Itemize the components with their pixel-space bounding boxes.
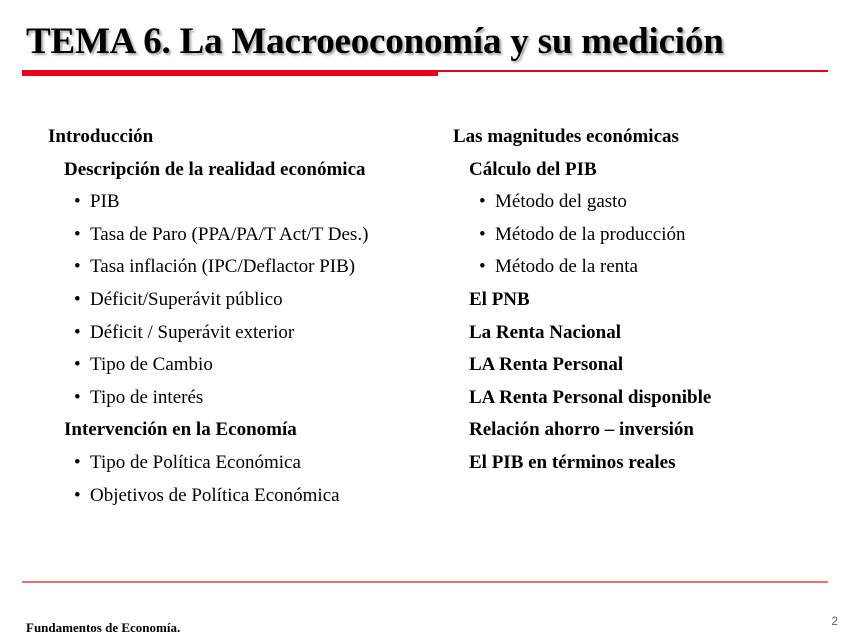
bullet-icon: •: [74, 354, 81, 376]
bullet-icon: •: [74, 223, 81, 245]
bullet-icon: •: [74, 451, 81, 473]
slide-title: TEMA 6. La Macroeoconomía y su medición: [26, 21, 724, 62]
bullet-item: [48, 222, 428, 255]
page-number: 2: [831, 614, 838, 628]
subheading-calculo-pib: Cálculo del PIB: [469, 158, 597, 180]
bullet-icon: •: [74, 191, 81, 213]
subheading-item: LA Renta Personal: [469, 354, 624, 376]
bullet-text: Tipo de Cambio: [90, 354, 213, 376]
title-accent-bar: [22, 70, 438, 76]
bullet-icon: •: [479, 256, 486, 278]
bullet-text: Déficit / Superávit exterior: [90, 321, 295, 343]
bullet-text: Método del gasto: [495, 191, 627, 213]
bullet-item: [48, 287, 428, 320]
bullet-icon: •: [74, 484, 81, 506]
subheading-item: El PIB en términos reales: [469, 451, 676, 473]
bullet-text: Método de la producción: [495, 223, 686, 245]
bullet-text: Déficit/Superávit público: [90, 288, 283, 310]
left-column: [48, 124, 428, 515]
bullet-icon: •: [479, 191, 486, 213]
bullet-icon: •: [74, 386, 81, 408]
subheading-item: El PNB: [469, 288, 530, 310]
subheading-intervencion: Intervención en la Economía: [64, 419, 297, 441]
bullet-text: PIB: [90, 191, 120, 213]
bullet-icon: •: [479, 223, 486, 245]
bullet-item: [48, 254, 428, 287]
bullet-item: [48, 483, 428, 516]
bullet-item: [453, 254, 823, 287]
bullet-text: Tipo de Política Económica: [90, 451, 301, 473]
footer-divider: [22, 581, 828, 583]
bullet-icon: •: [74, 256, 81, 278]
bullet-icon: •: [74, 288, 81, 310]
subheading-item: LA Renta Personal disponible: [469, 386, 712, 408]
bullet-item: [48, 352, 428, 385]
subheading-descripcion: Descripción de la realidad económica: [64, 158, 366, 180]
bullet-item: [48, 189, 428, 222]
section-heading-introduccion: Introducción: [48, 126, 154, 147]
subheading-item: Relación ahorro – inversión: [469, 419, 695, 441]
right-column: [453, 124, 823, 483]
bullet-item: [453, 189, 823, 222]
footer-text: Fundamentos de Economía.: [26, 620, 181, 635]
bullet-item: [48, 450, 428, 483]
bullet-text: Método de la renta: [495, 256, 638, 278]
bullet-icon: •: [74, 321, 81, 343]
bullet-text: Tasa inflación (IPC/Deflactor PIB): [90, 256, 356, 278]
bullet-text: Tasa de Paro (PPA/PA/T Act/T Des.): [90, 223, 369, 245]
bullet-item: [453, 222, 823, 255]
bullet-text: Objetivos de Política Económica: [90, 484, 340, 506]
bullet-item: [48, 385, 428, 418]
bullet-text: Tipo de interés: [90, 386, 204, 408]
subheading-item: La Renta Nacional: [469, 321, 621, 343]
section-heading-magnitudes: Las magnitudes económicas: [453, 126, 679, 147]
bullet-item: [48, 320, 428, 353]
